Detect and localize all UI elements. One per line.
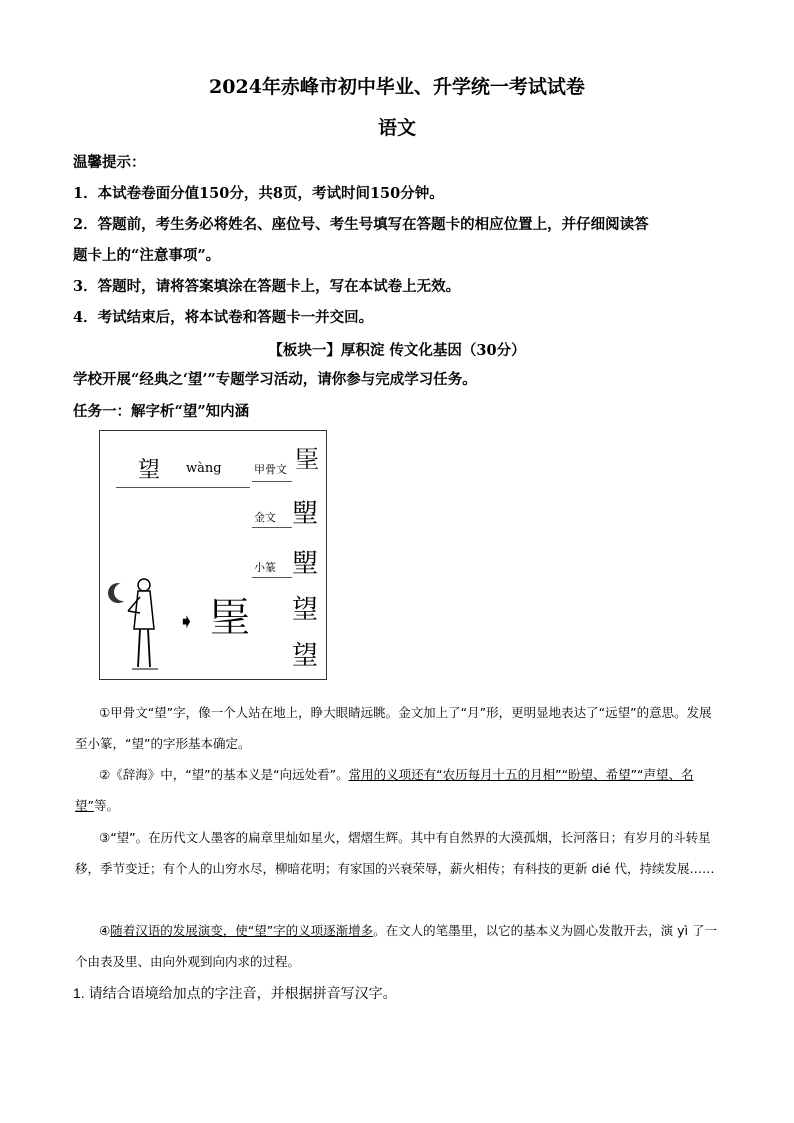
glyph-regular: 望 xyxy=(292,641,319,671)
figure-label-bronze: 金文 xyxy=(254,511,276,524)
paragraph-4: ④随着汉语的发展演变，使“望”字的义项逐渐增多。在文人的笔墨里，以它的基本义为圆心发散开去，演 yì 了一个由表及里、由向外观到向内求的过程。 xyxy=(75,923,717,969)
exam-subject: 语文 xyxy=(377,117,416,139)
paragraph-1: ①甲骨文“望”字，像一个人站在地上，睁大眼睛远眺。金文加上了“月”形，更明显地表达了“远望”的意思。发展至小篆，“望”的字形基本确定。 xyxy=(75,705,712,751)
figure-pinyin: wàng xyxy=(186,461,222,476)
glyph-clerical: 望 xyxy=(292,595,319,625)
character-evolution-figure xyxy=(99,430,327,680)
figure-label-seal: 小篆 xyxy=(254,561,276,574)
glyph-seal: 朢 xyxy=(292,549,319,579)
tips-heading: 温馨提示： xyxy=(73,154,146,171)
arrow-icon: ➧ xyxy=(178,609,195,633)
paragraph-3: ③“望”。在历代文人墨客的扁章里灿如星火，熠熠生辉。其中有自然界的大漠孤烟，长河落日；有岁月的斗转星移，季节变迁；有个人的山穷水尽，柳暗花明；有家国的兴衰荣辱，薪火相传；有科技的更新 dié 代，持续发展…… xyxy=(75,830,715,876)
figure-char: 望 xyxy=(138,458,161,483)
figure-label-oracle: 甲骨文 xyxy=(254,463,287,476)
glyph-oracle: 𦣠 xyxy=(295,446,319,474)
section-intro: 学校开展“经典之‘望’”专题学习活动，请你参与完成学习任务。 xyxy=(73,371,477,388)
tip-item: 2．答题前，考生务必将姓名、座位号、考生号填写在答题卡的相应位置上，并仔细阅读答 xyxy=(73,216,649,233)
paragraph-2: ②《辞海》中，“望”的基本义是“向远处看”。常用的义项还有“农历每月十五的月相”“盼望、希望”“声望、名望”等。 xyxy=(75,767,694,813)
tip-item: 4．考试结束后，将本试卷和答题卡一并交回。 xyxy=(73,309,374,326)
exam-title: 2024年赤峰市初中毕业、升学统一考试试卷 xyxy=(209,76,585,98)
standing-person-illustration xyxy=(104,571,174,676)
glyph-bronze: 朢 xyxy=(292,499,319,529)
question-1: 1. 请结合语境给加点的字注音，并根据拼音写汉字。 xyxy=(73,985,397,1001)
task-heading: 任务一：解字析“望”知内涵 xyxy=(73,403,250,420)
section-heading: 【板块一】厚积淀 传文化基因（30分） xyxy=(268,342,526,359)
figure-rule xyxy=(116,487,250,488)
tip-item: 3．答题时，请将答案填涂在答题卡上，写在本试卷上无效。 xyxy=(73,278,461,295)
tip-item: 1．本试卷卷面分值150分，共8页，考试时间150分钟。 xyxy=(73,185,444,202)
glyph-oracle-large: 𦣠 xyxy=(210,596,250,642)
tip-item: 题卡上的“注意事项”。 xyxy=(73,247,221,264)
